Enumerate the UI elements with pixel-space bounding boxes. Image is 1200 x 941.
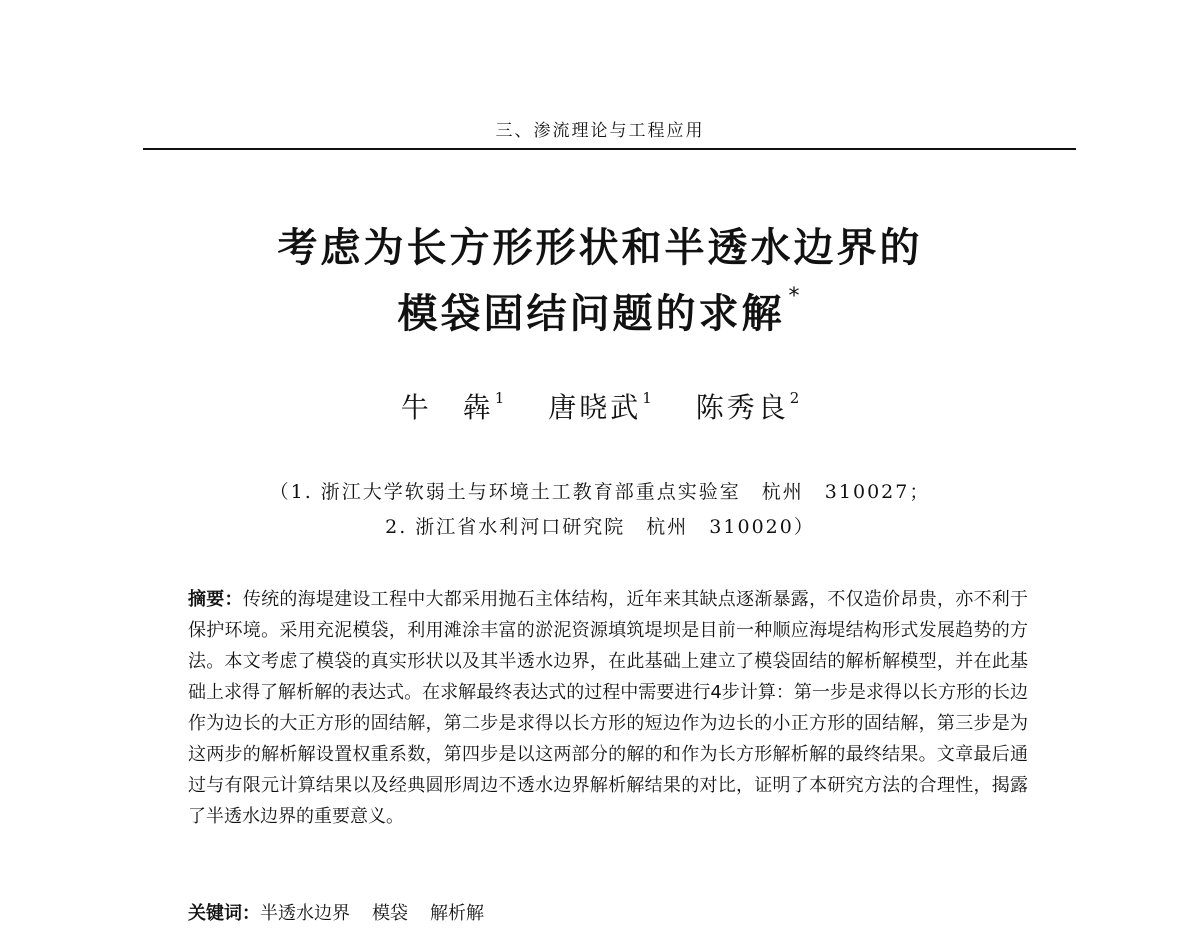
abstract-label: 摘要： bbox=[188, 589, 243, 610]
abstract-text: 传统的海堤建设工程中大都采用抛石主体结构，近年来其缺点逐渐暴露，不仅造价昂贵，亦不利于保护环境。采用充泥模袋，利用滩涂丰富的淤泥资源填筑堤坝是目前一种顺应海堤结构形式发展趋势的方法。本文考虑了模袋的真实形状以及其半透水边界，在此基础上建立了模袋固结的解析解模型，并在此基础上求得了解析解的表达式。在求解最终表达式的过程中需要进行4步计算：第一步是求得以长方形的长边作为边长的大正方形的固结解，第二步是求得以长方形的短边作为边长的小正方形的固结解，第三步是为这两步的解析解设置权重系数，第四步是以这两部分的解的和作为长方形解析解的最终结果。文章最后通过与有限元计算结果以及经典圆形周边不透水边界解析解结果的对比，证明了本研究方法的合理性，揭露了半透水边界的重要意义。 bbox=[188, 589, 1029, 827]
author-list bbox=[0, 386, 1200, 426]
paper-title-line-1: 考虑为长方形形状和半透水边界的 bbox=[277, 225, 923, 271]
author-2-name: 唐晓武 bbox=[548, 391, 642, 424]
running-header: 三、渗流理论与工程应用 bbox=[495, 121, 705, 141]
title-footnote-mark: * bbox=[788, 284, 803, 309]
author-1-name: 牛 犇 bbox=[400, 391, 494, 424]
abstract bbox=[188, 584, 1028, 832]
keywords-label: 关键词： bbox=[188, 903, 260, 924]
author-3-affil: 2 bbox=[789, 388, 800, 407]
author-2 bbox=[548, 388, 652, 424]
author-3 bbox=[695, 388, 800, 424]
affiliation-line-2: 2. 浙江省水利河口研究院 杭州 310020） bbox=[385, 516, 815, 538]
keyword-item: 半透水边界 bbox=[260, 903, 350, 924]
keywords bbox=[188, 898, 1028, 929]
paper-title-line-2 bbox=[0, 284, 1200, 337]
paper-title-line-2-text: 模袋固结问题的求解 bbox=[397, 291, 785, 337]
keyword-item: 解析解 bbox=[430, 903, 484, 924]
author-1 bbox=[400, 388, 505, 424]
author-3-name: 陈秀良 bbox=[695, 391, 789, 424]
keyword-item: 模袋 bbox=[372, 903, 408, 924]
author-1-affil: 1 bbox=[494, 388, 505, 407]
header-rule bbox=[143, 148, 1076, 150]
author-2-affil: 1 bbox=[642, 388, 652, 407]
affiliation-line-1: （1. 浙江大学软弱土与环境土工教育部重点实验室 杭州 310027； bbox=[269, 481, 931, 503]
